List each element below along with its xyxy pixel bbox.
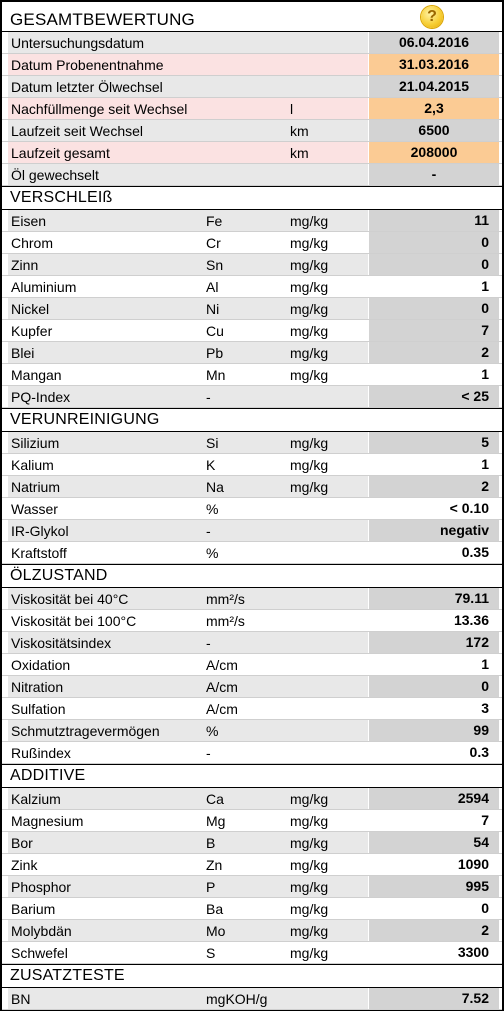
row-label: Kupfer xyxy=(11,323,53,339)
row-untersuchungsdatum xyxy=(2,32,502,54)
row-symbol: Mn xyxy=(206,367,226,383)
row-kalzium xyxy=(2,788,502,810)
row-value: 2 xyxy=(369,920,499,941)
row-symbol: - xyxy=(206,635,211,651)
row-zinn xyxy=(2,254,502,276)
row-magnesium xyxy=(2,810,502,832)
row-value: 2594 xyxy=(369,788,499,809)
row-unit: mg/kg xyxy=(290,279,329,295)
row-value: 0.35 xyxy=(461,544,489,560)
row-natrium xyxy=(2,476,502,498)
row-viskositaet-bei-100-c xyxy=(2,610,502,632)
row-molybdaen xyxy=(2,920,502,942)
row-unit: mg/kg xyxy=(290,213,329,229)
row-symbol: km xyxy=(290,145,309,161)
row-symbol: P xyxy=(206,879,216,895)
row-symbol: % xyxy=(206,723,219,739)
section-header-verschleiss xyxy=(2,186,502,210)
row-symbol: Ni xyxy=(206,301,220,317)
summary-title: GESAMTBEWERTUNG xyxy=(10,10,195,29)
row-value: 5 xyxy=(369,432,499,453)
row-label: BN xyxy=(11,991,31,1007)
row-symbol: K xyxy=(206,457,216,473)
section-title: ZUSATZTESTE xyxy=(10,967,125,984)
row-label: Schmutztragevermögen xyxy=(11,723,160,739)
row-value: 3 xyxy=(481,700,489,716)
row-value: 7.52 xyxy=(369,988,499,1009)
row-value: 06.04.2016 xyxy=(369,32,499,53)
row-label: Eisen xyxy=(11,213,47,229)
section-header-zusatzteste xyxy=(2,964,502,988)
row-symbol: Ca xyxy=(206,791,224,807)
row-value: 2 xyxy=(369,342,499,363)
row-symbol: Al xyxy=(206,279,219,295)
row-value: 1 xyxy=(481,366,489,382)
row-label: Viskosität bei 40°C xyxy=(11,591,129,607)
row-viskositaetsindex xyxy=(2,632,502,654)
row-blei xyxy=(2,342,502,364)
row-label: Barium xyxy=(11,901,56,917)
row-oxidation xyxy=(2,654,502,676)
row-unit: mg/kg xyxy=(290,923,329,939)
row-value: 79.11 xyxy=(369,588,499,609)
row-value: 1 xyxy=(481,656,489,672)
row-unit: mg/kg xyxy=(290,367,329,383)
row-value: 11 xyxy=(369,210,499,231)
row-value: 13.36 xyxy=(453,612,489,628)
row-unit: mg/kg xyxy=(290,835,329,851)
row-label: PQ-Index xyxy=(11,389,71,405)
row-symbol: km xyxy=(290,123,309,139)
row-label: Schwefel xyxy=(11,945,68,961)
row-value: 995 xyxy=(369,876,499,897)
row-zink xyxy=(2,854,502,876)
row-value: 0 xyxy=(369,254,499,275)
row-value: negativ xyxy=(369,520,499,541)
row-symbol: mgKOH/g xyxy=(206,991,268,1007)
section-title: ADDITIVE xyxy=(10,767,86,784)
summary-rows xyxy=(2,32,502,186)
row-unit: mg/kg xyxy=(290,791,329,807)
row-symbol: - xyxy=(206,745,211,761)
row-label: Viskositätsindex xyxy=(11,635,112,651)
row-label: Datum Probenentnahme xyxy=(11,57,164,73)
row-label: Kalzium xyxy=(11,791,61,807)
row-datum-probenentnahme xyxy=(2,54,502,76)
section-header-oelzustand xyxy=(2,564,502,588)
row-unit: mg/kg xyxy=(290,457,329,473)
row-label: Zink xyxy=(11,857,38,873)
row-unit: mg/kg xyxy=(290,345,329,361)
row-nachfuellmenge-seit-wechsel xyxy=(2,98,502,120)
row-label: Phosphor xyxy=(11,879,71,895)
row-label: Zinn xyxy=(11,257,39,273)
row-value: 21.04.2015 xyxy=(369,76,499,97)
row-value: 3300 xyxy=(457,944,489,960)
row-unit: mg/kg xyxy=(290,879,329,895)
row-label: Molybdän xyxy=(11,923,72,939)
row-symbol: A/cm xyxy=(206,657,238,673)
row-nitration xyxy=(2,676,502,698)
row-symbol: - xyxy=(206,389,211,405)
row-value: 1 xyxy=(481,456,489,472)
section-header-additive xyxy=(2,764,502,788)
row-symbol: Si xyxy=(206,435,219,451)
row-value: 0 xyxy=(369,232,499,253)
row-label: Nachfüllmenge seit Wechsel xyxy=(11,101,188,117)
row-value: < 25 xyxy=(369,386,499,407)
row-unit: mg/kg xyxy=(290,323,329,339)
row-symbol: A/cm xyxy=(206,701,238,717)
row-symbol: l xyxy=(290,101,294,117)
row-symbol: Cr xyxy=(206,235,221,251)
row-laufzeit-seit-wechsel xyxy=(2,120,502,142)
row-label: Natrium xyxy=(11,479,61,495)
row-silizium xyxy=(2,432,502,454)
row-value: 7 xyxy=(369,320,499,341)
row-unit: mg/kg xyxy=(290,301,329,317)
row-kalium xyxy=(2,454,502,476)
row-value: 2 xyxy=(369,476,499,497)
row-viskositaet-bei-40-c xyxy=(2,588,502,610)
row-symbol: Pb xyxy=(206,345,224,361)
row-value: 0 xyxy=(369,676,499,697)
row-label: Bor xyxy=(11,835,33,851)
row-symbol: Mg xyxy=(206,813,226,829)
section-title: ÖLZUSTAND xyxy=(10,567,108,584)
row-value: 1 xyxy=(481,278,489,294)
row-laufzeit-gesamt xyxy=(2,142,502,164)
row-label: Rußindex xyxy=(11,745,71,761)
row-label: Datum letzter Ölwechsel xyxy=(11,79,163,95)
section-title: VERSCHLEIß xyxy=(10,189,113,206)
row-label: Nickel xyxy=(11,301,50,317)
row-kraftstoff xyxy=(2,542,502,564)
row-label: Nitration xyxy=(11,679,64,695)
row-value: 31.03.2016 xyxy=(369,54,499,75)
row-aluminium xyxy=(2,276,502,298)
row-value: 208000 xyxy=(369,142,499,163)
row-unit: mg/kg xyxy=(290,479,329,495)
row-eisen xyxy=(2,210,502,232)
row-symbol: Na xyxy=(206,479,224,495)
row-label: Magnesium xyxy=(11,813,84,829)
row-value: 0 xyxy=(369,298,499,319)
row-symbol: Fe xyxy=(206,213,223,229)
row-label: Kalium xyxy=(11,457,54,473)
row-symbol: S xyxy=(206,945,216,961)
row-symbol: % xyxy=(206,501,219,517)
row-value: 0.3 xyxy=(469,744,489,760)
row-kupfer xyxy=(2,320,502,342)
row-value: 2,3 xyxy=(369,98,499,119)
row-value: 0 xyxy=(481,900,489,916)
row-label: Mangan xyxy=(11,367,62,383)
row-symbol: Cu xyxy=(206,323,224,339)
row-bn xyxy=(2,988,502,1010)
row-chrom xyxy=(2,232,502,254)
row-mangan xyxy=(2,364,502,386)
row-schwefel xyxy=(2,942,502,964)
row-label: Öl gewechselt xyxy=(11,167,99,183)
row-value: 172 xyxy=(369,632,499,653)
row-label: Silizium xyxy=(11,435,60,451)
row-label: Viskosität bei 100°C xyxy=(11,613,137,629)
row-ir-glykol xyxy=(2,520,502,542)
row-wasser xyxy=(2,498,502,520)
row-unit: mg/kg xyxy=(290,945,329,961)
row-label: Chrom xyxy=(11,235,54,251)
row-value: 1090 xyxy=(457,856,489,872)
row-label: Laufzeit gesamt xyxy=(11,145,110,161)
row-band xyxy=(8,988,368,1009)
sections xyxy=(2,186,502,1010)
row-symbol: - xyxy=(206,523,211,539)
row-phosphor xyxy=(2,876,502,898)
row-pq-index xyxy=(2,386,502,408)
row-unit: mg/kg xyxy=(290,813,329,829)
row-value: < 0.10 xyxy=(449,500,489,516)
row-value: - xyxy=(369,164,499,185)
row-label: Aluminium xyxy=(11,279,77,295)
row-symbol: B xyxy=(206,835,216,851)
row-value: 6500 xyxy=(369,120,499,141)
row-label: Laufzeit seit Wechsel xyxy=(11,123,144,139)
row-unit: mg/kg xyxy=(290,435,329,451)
row-symbol: Zn xyxy=(206,857,223,873)
row-russindex xyxy=(2,742,502,764)
row-value: 54 xyxy=(369,832,499,853)
row-label: Oxidation xyxy=(11,657,71,673)
row-nickel xyxy=(2,298,502,320)
row-symbol: mm²/s xyxy=(206,613,245,629)
row-schmutztragevermoegen xyxy=(2,720,502,742)
row-symbol: Mo xyxy=(206,923,226,939)
row-unit: mg/kg xyxy=(290,257,329,273)
row-label: Kraftstoff xyxy=(11,545,67,561)
row-barium xyxy=(2,898,502,920)
row-bor xyxy=(2,832,502,854)
question-icon: ? xyxy=(421,6,443,28)
row-symbol: A/cm xyxy=(206,679,238,695)
row-unit: mg/kg xyxy=(290,235,329,251)
row-label: Wasser xyxy=(11,501,58,517)
row-symbol: mm²/s xyxy=(206,591,245,607)
row-unit: mg/kg xyxy=(290,901,329,917)
row-sulfation xyxy=(2,698,502,720)
row-oel-gewechselt xyxy=(2,164,502,186)
row-symbol: Sn xyxy=(206,257,224,273)
row-datum-letzter-oelwechsel xyxy=(2,76,502,98)
row-label: Sulfation xyxy=(11,701,66,717)
row-unit: mg/kg xyxy=(290,857,329,873)
row-symbol: Ba xyxy=(206,901,224,917)
row-value: 7 xyxy=(481,812,489,828)
row-label: Blei xyxy=(11,345,35,361)
row-label: Untersuchungsdatum xyxy=(11,35,145,51)
row-symbol: % xyxy=(206,545,219,561)
section-title: VERUNREINIGUNG xyxy=(10,411,160,428)
row-value: 99 xyxy=(369,720,499,741)
summary-header xyxy=(2,2,502,32)
section-header-verunreinigung xyxy=(2,408,502,432)
row-label: IR-Glykol xyxy=(11,523,69,539)
